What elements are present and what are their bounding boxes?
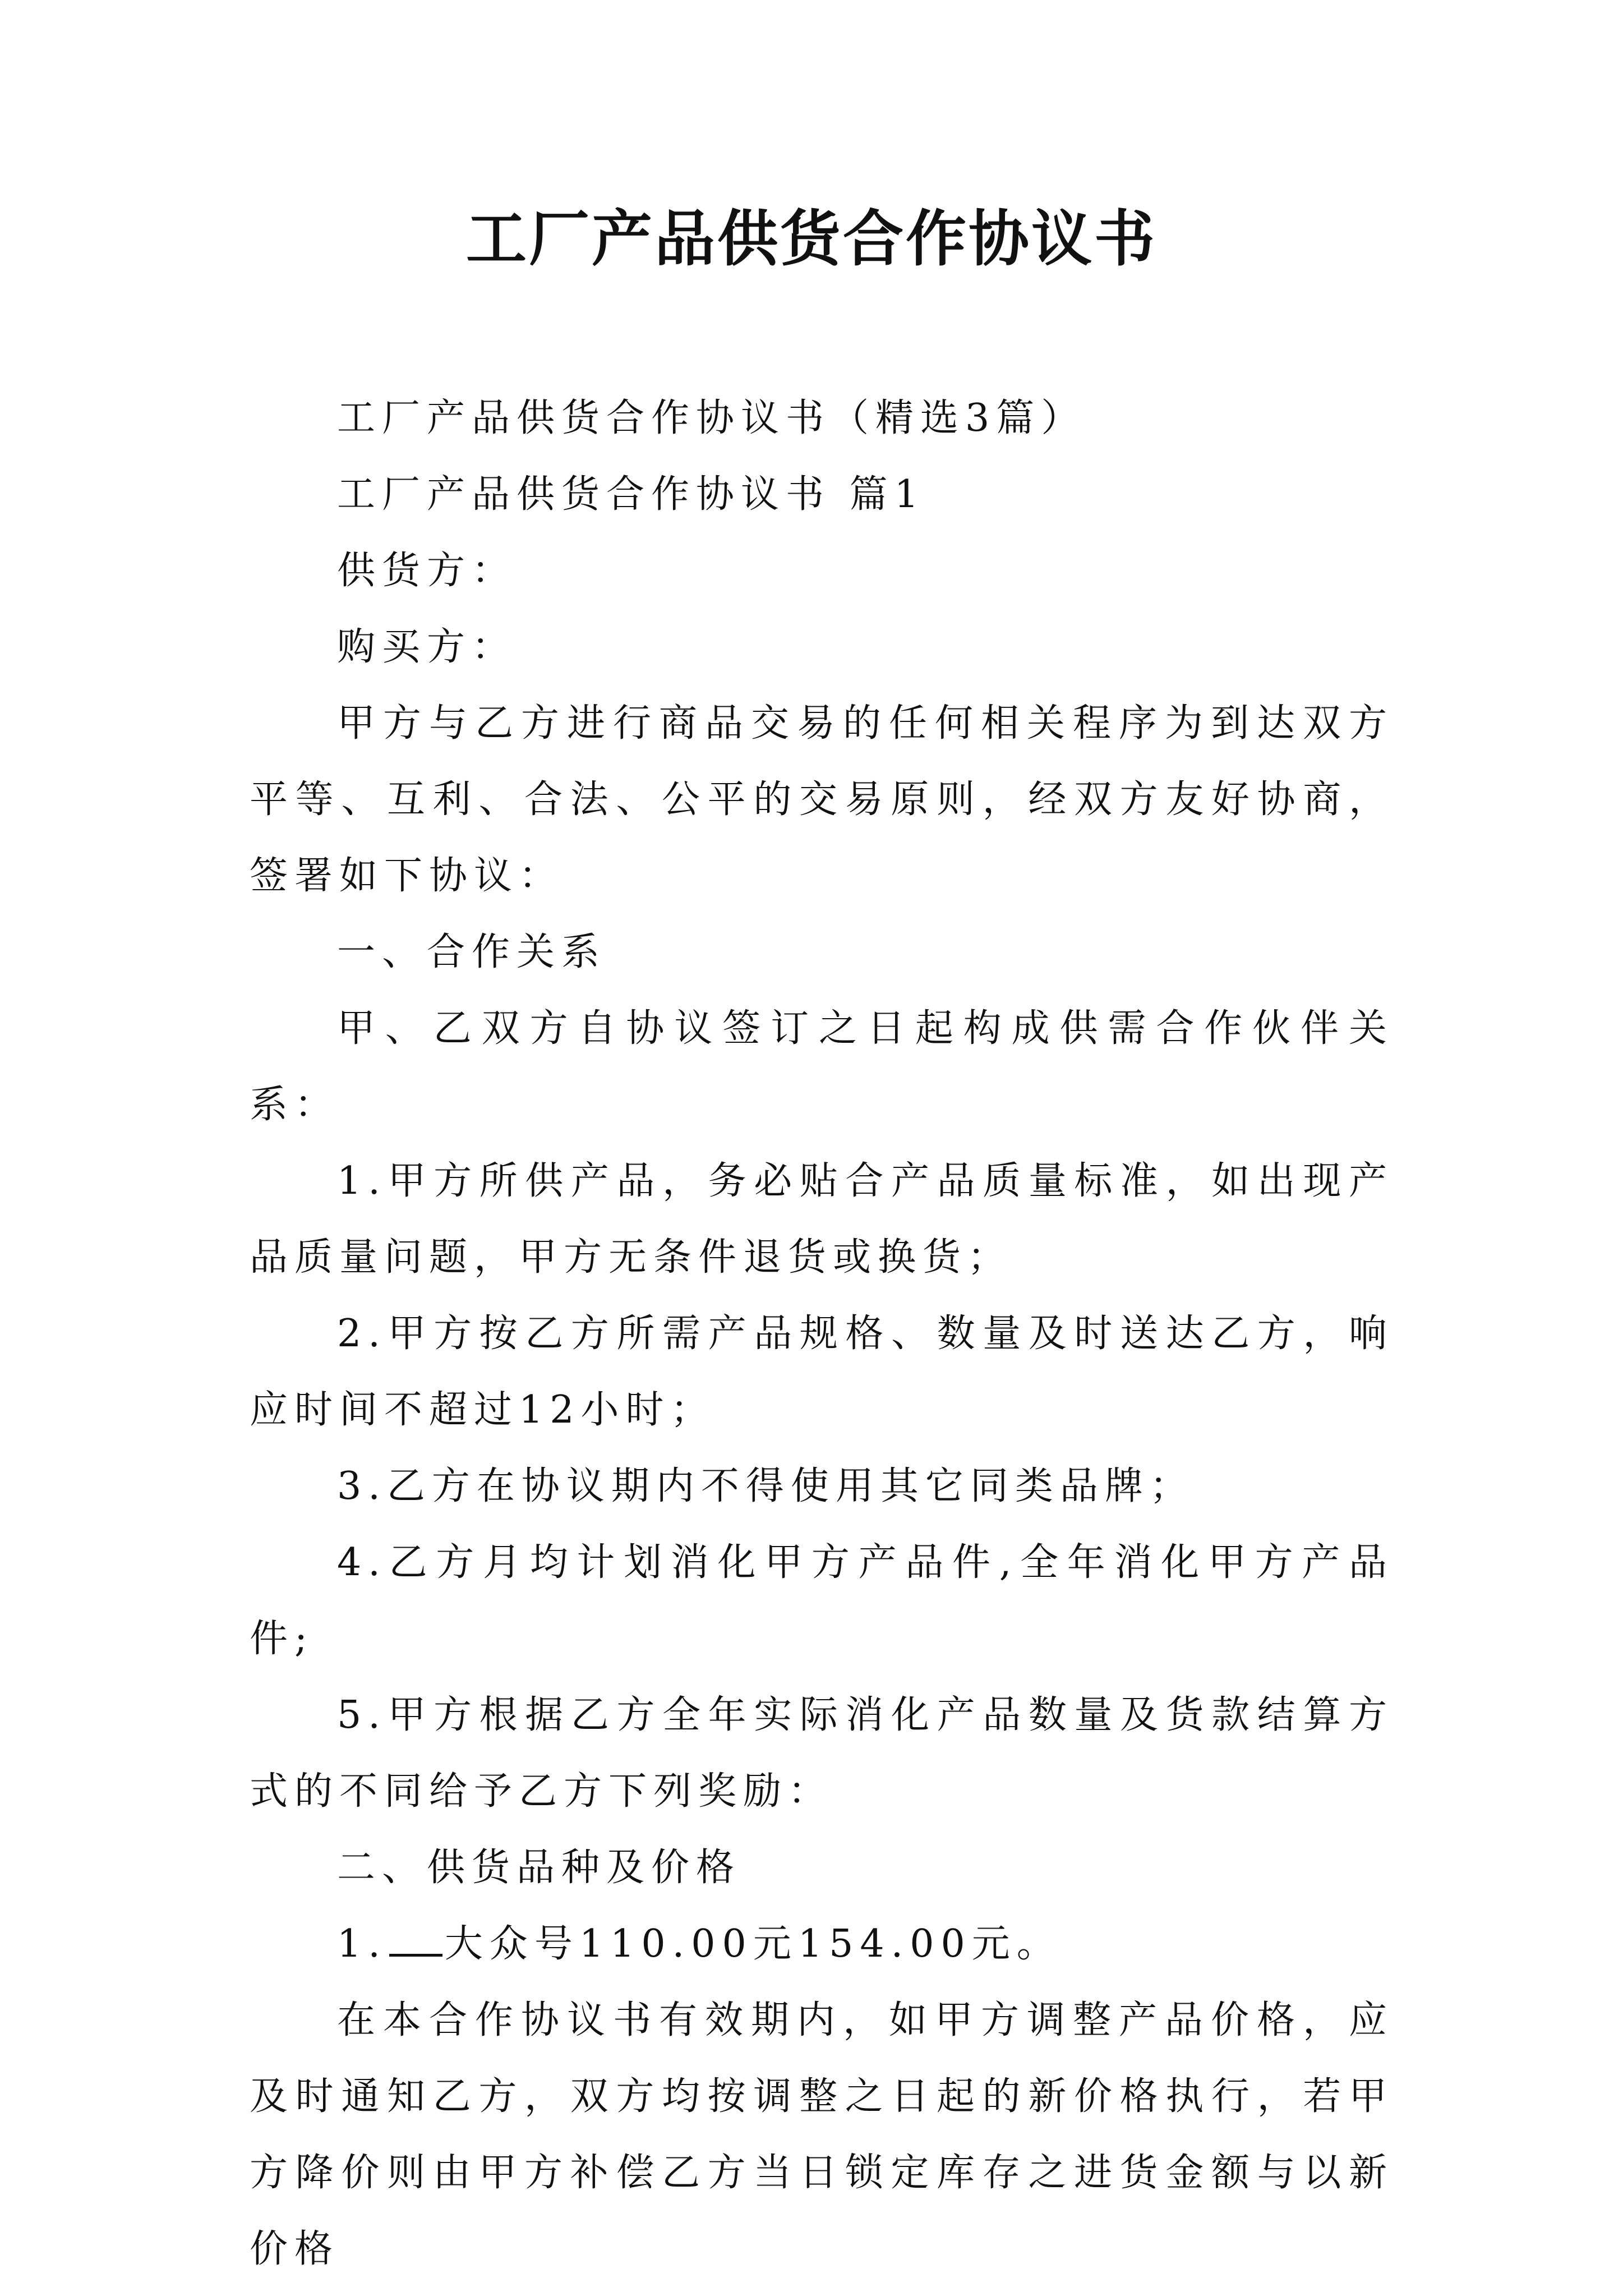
intro-paragraph: 甲方与乙方进行商品交易的任何相关程序为到达双方平等、互利、合法、公平的交易原则，经双方友好协商，签署如下协议： xyxy=(250,701,1394,898)
section-heading-part-1: 工厂产品供货合作协议书 篇1 xyxy=(337,472,925,517)
blank-underline xyxy=(389,1925,442,1957)
buyer-line: 购买方： xyxy=(337,625,517,669)
clause-3: 3.乙方在协议期内不得使用其它同类品牌； xyxy=(337,1464,1195,1508)
clause-2: 2.甲方按乙方所需产品规格、数量及时送达乙方，响应时间不超过12小时； xyxy=(250,1312,1394,1432)
price-item-number: 1. xyxy=(337,1922,387,1966)
clause-4: 4.乙方月均计划消化甲方产品件,全年消化甲方产品件; xyxy=(250,1540,1394,1661)
heading-cooperation-relationship: 一、合作关系 xyxy=(337,930,607,974)
heading-supply-variety-and-price: 二、供货品种及价格 xyxy=(337,1846,741,1890)
subtitle-selection: 工厂产品供货合作协议书（精选3篇） xyxy=(337,396,1086,440)
price-item xyxy=(250,1906,1394,1982)
price-item-text: 大众号110.00元154.00元。 xyxy=(444,1922,1062,1966)
clause-5: 5.甲方根据乙方全年实际消化产品数量及货款结算方式的不同给予乙方下列奖励： xyxy=(250,1693,1394,1814)
document-body xyxy=(250,380,1394,2288)
document-title: 工厂产品供货合作协议书 xyxy=(465,204,1157,274)
cooperation-statement: 甲、乙双方自协议签订之日起构成供需合作伙伴关系： xyxy=(250,1006,1394,1127)
price-adjustment-paragraph: 在本合作协议书有效期内，如甲方调整产品价格，应及时通知乙方，双方均按调整之日起的新价格执行，若甲方降价则由甲方补偿乙方当日锁定库存之进货金额与以新价格 xyxy=(250,1998,1394,2271)
supplier-line: 供货方： xyxy=(337,549,517,593)
clause-1: 1.甲方所供产品，务必贴合产品质量标准，如出现产品质量问题，甲方无条件退货或换货； xyxy=(250,1159,1394,1280)
